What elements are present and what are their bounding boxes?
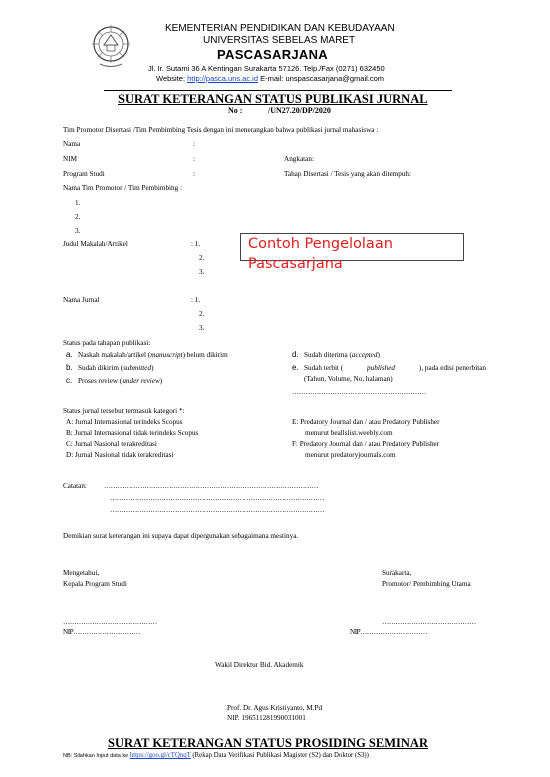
prodi-colon: : (193, 170, 195, 178)
header-divider (104, 90, 452, 91)
tim-item-1: 1. (75, 199, 81, 207)
kaprodi-signature-line: …………………………………… (63, 618, 157, 626)
wadir-title: Wakil Direktur Bid. Akademik (215, 661, 304, 669)
promotor-signature-line: …………………………………… (382, 618, 476, 626)
judul-label: Judul Makalah/Artikel (63, 240, 128, 248)
kategori-e: E: Predatory Journal dan / atau Predatory Publisher (292, 418, 440, 426)
email-text: E-mail: unspascasarjana@gmail.com (260, 74, 385, 83)
number-value: /UN27.20/DP/2020 (268, 106, 331, 115)
jurnal-item-2: 2. (199, 310, 205, 318)
tim-label: Nama Tim Promotor / Tim Pembimbing : (63, 184, 183, 192)
next-document-title: SURAT KETERANGAN STATUS PROSIDING SEMINAR (108, 736, 428, 750)
surakarta-label: Surakarta, (382, 569, 412, 577)
promotor-label: Promotor/ Pembimbing Utama (382, 580, 471, 588)
tahap-label: Tahap Disertasi / Tesis yang akan ditempuh: (284, 170, 412, 178)
status-e-line1: Sudah terbit ( published ), pada edisi penerbitan (304, 364, 486, 372)
status-a: Naskah makalah/artikel (manuscript) belum dikirim (78, 351, 228, 359)
kategori-f-source: menurut predatoryjournals.com (305, 451, 396, 459)
website-link[interactable]: http://pasca.uns.ac.id (187, 74, 259, 83)
number-label: No : (228, 106, 243, 115)
catatan-line-3: …………………………………………………………………………………… (110, 506, 324, 514)
nama-label: Nama (63, 140, 81, 148)
watermark-box (240, 233, 464, 272)
jurnal-item-1: : 1. (191, 296, 201, 304)
mengetahui-label: Mengetahui, (63, 569, 100, 577)
angkatan-label: Angkatan: (284, 155, 314, 163)
footer-note-link[interactable]: https://goo.gl/cTQnqT (129, 752, 191, 759)
status-a-letter: a. (66, 350, 73, 359)
status-e-dots: …………………………………………………… (292, 388, 426, 396)
catatan-line-1: …………………………………………………………………………………… (104, 482, 318, 490)
status-d-letter: d. (292, 350, 299, 359)
footer-note-suffix: (Rekap Data Verifikasi Publikasi Magister (S2) dan Doktor (S3)) (190, 752, 369, 759)
status-c-letter: c. (66, 376, 73, 385)
kaprodi-label: Kepala Program Studi (63, 580, 127, 588)
status-b-letter: b. (66, 363, 73, 372)
footer-note-prefix: NB: Silahkan Input data ke (63, 753, 129, 759)
uns-logo-icon (92, 23, 130, 69)
watermark-text: Contoh Pengelolaan (248, 236, 393, 252)
status-e-line2: (Tahun, Volume, No, halaman) (304, 375, 393, 383)
wadir-nip: NIP. 196511281990031001 (227, 714, 306, 722)
jurnal-label: Nama Jurnal (63, 296, 100, 304)
nim-label: NIM (63, 155, 77, 163)
kategori-f: F: Predatory Journal dan / atau Predatory Publisher (292, 440, 440, 448)
jurnal-item-3: 3. (199, 324, 205, 332)
university-heading: UNIVERSITAS SEBELAS MARET (203, 35, 356, 46)
ministry-heading: KEMENTERIAN PENDIDIKAN DAN KEBUDAYAAN (165, 23, 395, 34)
kategori-b: B: Jurnal Internasional tidak terindeks Scopus (66, 429, 199, 437)
tim-item-3: 3. (75, 227, 81, 235)
judul-item-3: 3. (199, 268, 205, 276)
kategori-label: Status jurnal tersebut termasuk kategori *: (63, 407, 185, 415)
prodi-label: Program Studi (63, 170, 105, 178)
status-b: Sudah dikirim (submitted) (78, 364, 154, 372)
kategori-a: A: Jurnal Internasional terindeks Scopus (66, 418, 183, 426)
catatan-line-2: …………………………………………………………………………………… (110, 494, 324, 502)
nim-colon: : (193, 155, 195, 163)
catatan-label: Catatan: (63, 482, 87, 490)
footer-note (63, 752, 369, 759)
contact-line (156, 74, 384, 83)
kaprodi-nip: NIP………………………… (63, 628, 140, 636)
kategori-d: D: Jurnal Nasional tidak terakreditasi (66, 451, 174, 459)
status-d: Sudah diterima (accepted) (304, 351, 380, 359)
closing-text: Demikian surat keterangan ini supaya dapat dipergunakan sebagaimana mestinya. (63, 532, 299, 540)
intro-text: Tim Promotor Disertasi /Tim Pembimbing Tesis dengan ini menerangkan bahwa publikasi jurnal mahasiswa : (63, 126, 379, 134)
wadir-name: Prof. Dr. Agus Kristiyanto, M.Pd (227, 704, 323, 712)
kategori-c: C: Jurnal Nasional terakreditasi (66, 440, 157, 448)
tim-item-2: 2. (75, 213, 81, 221)
status-e-letter: e. (292, 363, 299, 372)
address-line: Jl. Ir. Sutami 36 A Kentingan Surakarta 57126. Telp./Fax (0271) 632450 (148, 64, 385, 73)
judul-item-2: 2. (199, 254, 205, 262)
watermark-ghost-text: Pascasarjana (248, 256, 343, 272)
nama-colon: : (193, 140, 195, 148)
website-label: Website: (156, 74, 186, 83)
promotor-nip: NIP………………………… (350, 628, 427, 636)
status-label: Status pada tahapan publikasi: (63, 339, 151, 347)
school-heading: PASCASARJANA (217, 47, 328, 62)
kategori-e-source: menurut beallslist.weebly.com (305, 429, 393, 437)
document-title: SURAT KETERANGAN STATUS PUBLIKASI JURNAL (118, 92, 428, 106)
judul-item-1: : 1. (191, 240, 201, 248)
status-c: Proses review (under review) (78, 377, 163, 385)
